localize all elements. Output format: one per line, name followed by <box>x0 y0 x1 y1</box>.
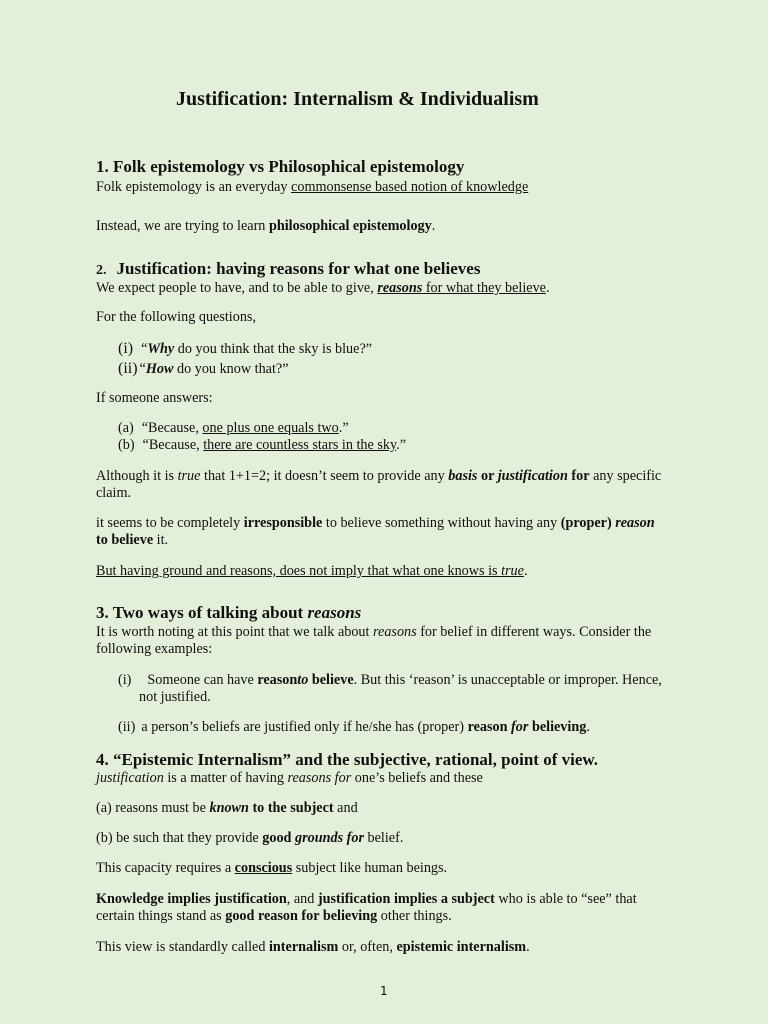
section-4-paragraph-4 <box>96 860 447 877</box>
text-bold-italic: justification <box>497 468 568 484</box>
text-span: This view is standardly called <box>96 939 269 955</box>
text-bold: internalism <box>268 939 339 955</box>
text-bold: to the subject <box>248 800 334 816</box>
text-span: . <box>545 280 550 296</box>
section-2-number: 2. <box>96 263 107 278</box>
text-underlined-italic: true <box>501 563 524 579</box>
section-4-paragraph-5-line-2 <box>96 908 452 925</box>
text-underlined: commonsense based notion of knowledge <box>291 179 529 195</box>
section-1-paragraph-2 <box>96 218 435 235</box>
section-2-paragraph-1 <box>96 280 550 297</box>
text-bold: for <box>567 468 590 484</box>
text-bold: reason <box>467 719 512 735</box>
question-1 <box>118 340 372 358</box>
text-bold: reason <box>257 672 298 688</box>
list-label: (ii) <box>118 719 136 735</box>
section-2-heading <box>96 259 480 279</box>
section-2-paragraph-3: If someone answers: <box>96 390 213 406</box>
text-underlined: there are countless stars in the sky <box>203 437 397 453</box>
section-4-paragraph-6 <box>96 939 530 956</box>
text-span: and <box>333 800 358 816</box>
text-span: . But this ‘reason’ is unacceptable or improper. Hence, <box>353 672 662 688</box>
text-span: a person’s beliefs are justified only if he/she has (proper) <box>141 719 468 735</box>
example-ii <box>118 719 590 736</box>
text-span: other things. <box>377 908 452 924</box>
text-bold-underlined: conscious <box>234 860 293 876</box>
text-span: Someone can have <box>147 672 258 688</box>
text-bold: epistemic internalism <box>396 939 527 955</box>
text-bold-italic: Why <box>147 341 175 357</box>
section-3-paragraph-1-line-2: following examples: <box>96 641 213 657</box>
question-2 <box>118 360 289 378</box>
text-span: belief. <box>363 830 404 846</box>
page-number: 1 <box>380 984 388 998</box>
text-italic: reasons for <box>287 770 352 786</box>
section-2-paragraph-4 <box>96 468 661 485</box>
text-bold-italic: reasons <box>377 280 423 296</box>
text-bold: good reason for believing <box>225 908 378 924</box>
text-span: . <box>526 939 530 955</box>
text-span: . <box>431 218 436 234</box>
text-bold: believing <box>528 719 587 735</box>
text-bold: or <box>477 468 498 484</box>
text-span: “Because, <box>142 437 204 453</box>
text-bold-italic: known <box>209 800 249 816</box>
text-span: or, often, <box>338 939 397 955</box>
text-span: who is able to “see” that <box>494 891 637 907</box>
text-span: .” <box>338 420 349 436</box>
text-span: Folk epistemology is an everyday <box>96 179 292 195</box>
text-span: any specific <box>589 468 662 484</box>
text-span: subject like human beings. <box>292 860 448 876</box>
section-2-paragraph-4-line-2: claim. <box>96 485 132 501</box>
text-span: it. <box>153 532 169 548</box>
list-label: (i) <box>118 672 132 688</box>
text-bold: Knowledge implies justification <box>96 891 287 907</box>
text-span: , and <box>286 891 318 907</box>
text-span: . <box>586 719 590 735</box>
text-span: for belief in different ways. Consider the <box>416 624 652 640</box>
text-bold-italic: How <box>145 361 174 377</box>
text-span: (a) reasons must be <box>96 800 210 816</box>
text-span: “ <box>139 361 146 377</box>
text-bold: (proper) <box>560 515 612 531</box>
example-i-line-2: not justified. <box>139 689 211 705</box>
section-3-paragraph-1 <box>96 624 651 641</box>
text-bold-italic: basis <box>448 468 478 484</box>
section-2-paragraph-5 <box>96 515 655 532</box>
text-span: is a matter of having <box>163 770 288 786</box>
text-span: 3. Two ways of talking about <box>96 603 308 622</box>
section-4-paragraph-1 <box>96 770 483 787</box>
text-span: Although it is <box>96 468 178 484</box>
text-underlined: But having ground and reasons, does not imply that what one knows is <box>96 563 502 579</box>
list-label: (b) <box>118 437 135 453</box>
section-2-paragraph-6 <box>96 563 528 580</box>
text-span: .” <box>396 437 406 453</box>
section-4-paragraph-3 <box>96 830 403 847</box>
section-4-heading: 4. “Epistemic Internalism” and the subjective, rational, point of view. <box>96 750 598 769</box>
document-title: Justification: Internalism & Individualism <box>176 88 539 110</box>
text-bold: good <box>262 830 292 846</box>
list-number: (ii) <box>118 360 138 377</box>
text-span: certain things stand as <box>96 908 226 924</box>
text-span: Instead, we are trying to learn <box>96 218 269 234</box>
text-span: This capacity requires a <box>96 860 235 876</box>
text-italic: true <box>177 468 201 484</box>
text-bold-italic: reason <box>611 515 655 531</box>
text-span: that 1+1=2; it doesn’t seem to provide any <box>200 468 449 484</box>
text-span: one’s beliefs and these <box>351 770 483 786</box>
section-2-title: Justification: having reasons for what one believes <box>116 259 481 278</box>
list-label: (a) <box>118 420 134 436</box>
answer-a <box>118 420 349 437</box>
text-italic: reasons <box>373 624 417 640</box>
text-underlined: one plus one equals two <box>202 420 339 436</box>
text-span: . <box>523 563 528 579</box>
section-4-paragraph-5 <box>96 891 637 908</box>
text-bold: to believe <box>96 532 154 548</box>
section-1-paragraph-1 <box>96 179 528 196</box>
text-span: to believe something without having any <box>322 515 561 531</box>
section-3-heading <box>96 603 361 623</box>
section-2-paragraph-2: For the following questions, <box>96 309 256 325</box>
text-span: it seems to be completely <box>96 515 244 531</box>
text-span: do you know that?” <box>173 361 289 377</box>
text-italic: justification <box>96 770 164 786</box>
example-i <box>118 672 662 689</box>
section-1-heading: 1. Folk epistemology vs Philosophical epistemology <box>96 157 465 176</box>
answer-b <box>118 437 406 454</box>
text-bold-italic: for <box>511 719 529 735</box>
text-bold: irresponsible <box>243 515 323 531</box>
text-bold: philosophical epistemology <box>268 218 432 234</box>
text-bold: believe <box>308 672 354 688</box>
text-bold: justification implies a subject <box>317 891 495 907</box>
text-span: We expect people to have, and to be able to give, <box>96 280 378 296</box>
text-span: “ <box>141 341 148 357</box>
section-2-paragraph-5-line-2 <box>96 532 168 549</box>
text-bold-italic: grounds for <box>291 830 364 846</box>
list-number: (i) <box>118 340 134 357</box>
text-underlined: for what they believe <box>422 280 546 296</box>
section-4-paragraph-2 <box>96 800 358 817</box>
text-span: “Because, <box>141 420 203 436</box>
text-span: do you think that the sky is blue?” <box>174 341 373 357</box>
text-span: It is worth noting at this point that we talk about <box>96 624 374 640</box>
text-italic: reasons <box>307 603 362 622</box>
text-bold-italic: to <box>297 672 309 688</box>
text-span: (b) be such that they provide <box>96 830 263 846</box>
